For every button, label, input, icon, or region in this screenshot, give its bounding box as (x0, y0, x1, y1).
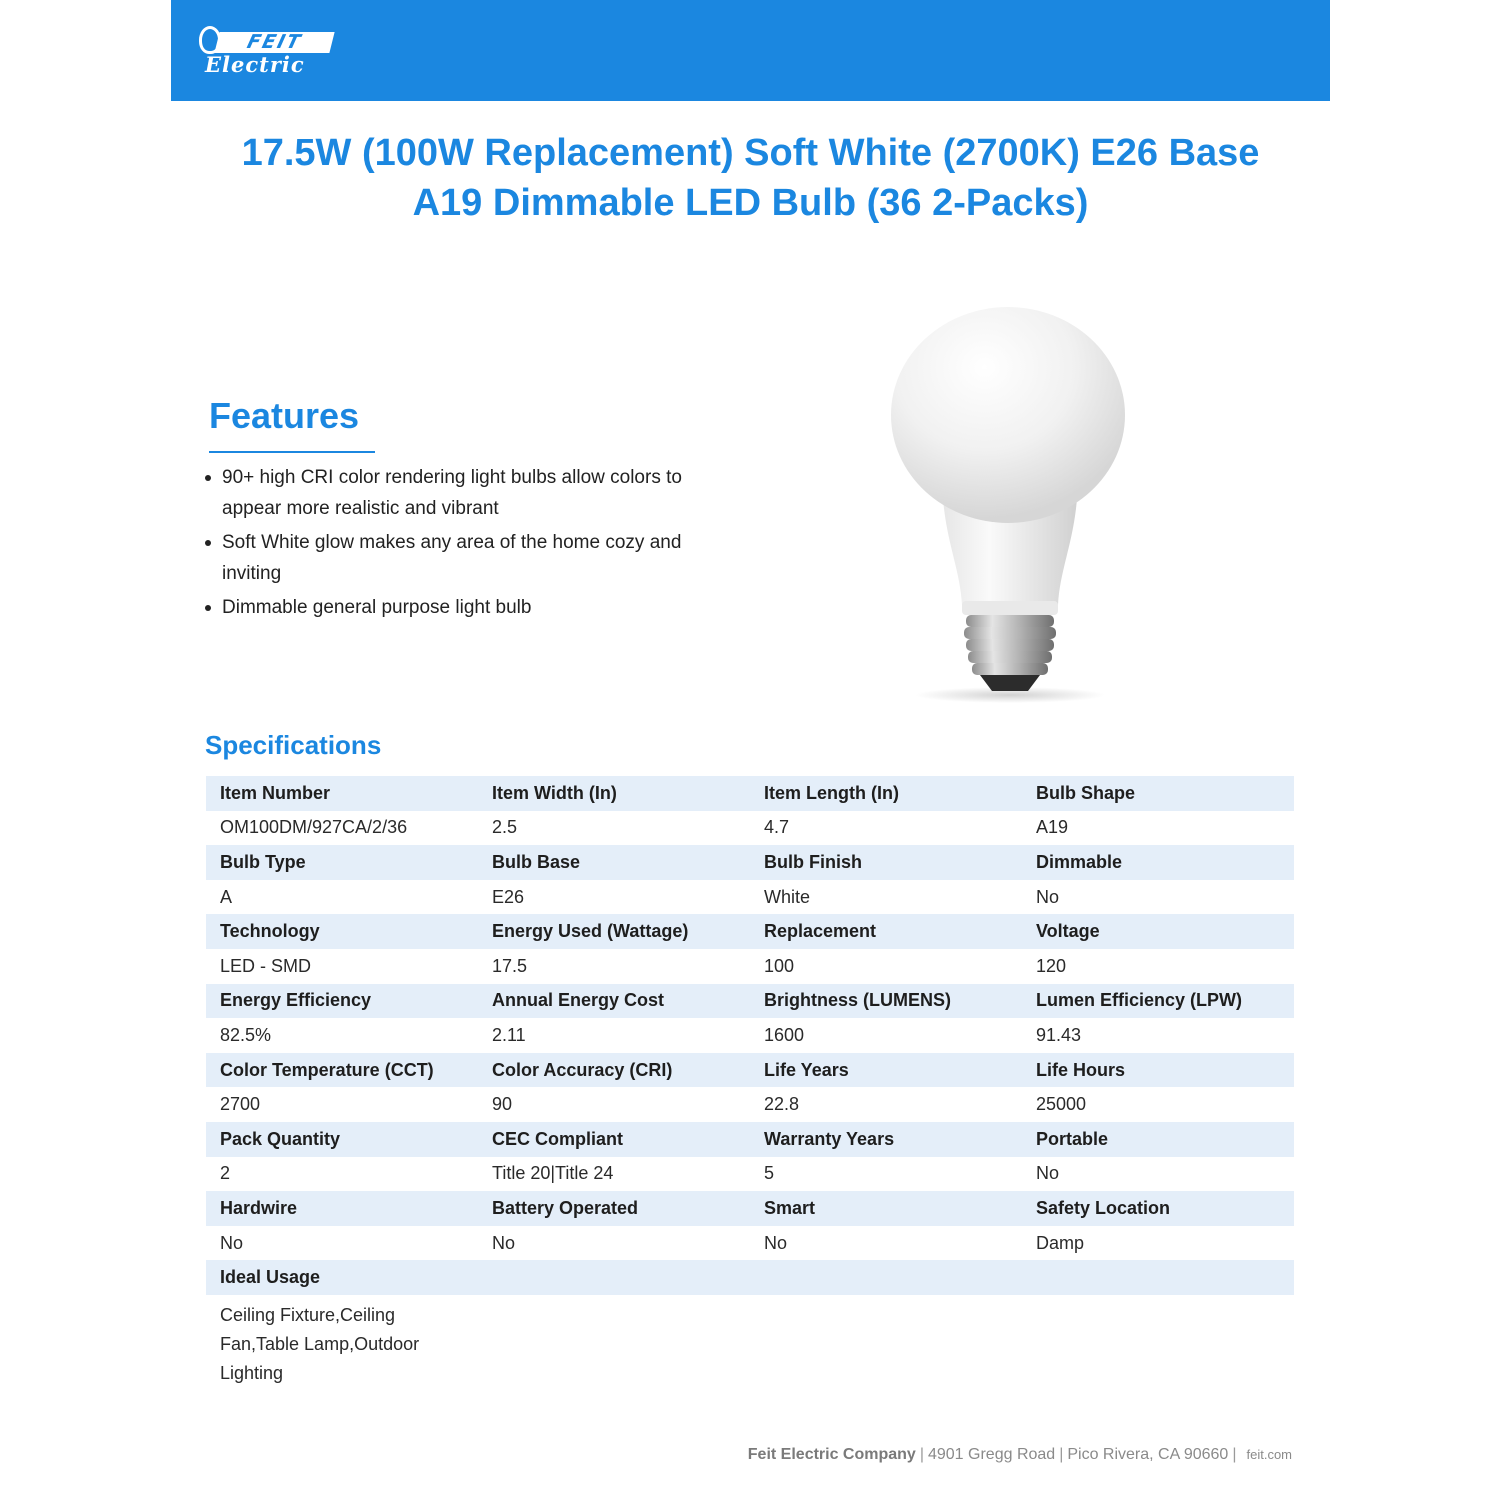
spec-label: Energy Efficiency (206, 984, 478, 1019)
spec-value-row (206, 1157, 1294, 1192)
feature-item: Dimmable general purpose light bulb (200, 592, 700, 623)
spec-value: No (492, 1232, 516, 1253)
spec-value-row (206, 811, 1294, 846)
spec-value (478, 1295, 750, 1394)
spec-value: 5 (764, 1163, 775, 1184)
spec-label-row (206, 914, 1294, 949)
spec-value: 17.5 (492, 955, 528, 976)
spec-label: Ideal Usage (206, 1260, 478, 1295)
spec-label: Bulb Finish (750, 845, 1022, 880)
feature-item: Soft White glow makes any area of the home cozy and inviting (200, 527, 700, 589)
features-heading: Features (209, 395, 360, 436)
spec-label: Voltage (1022, 914, 1294, 949)
spec-value: Title 20|Title 24 (492, 1163, 614, 1184)
spec-value: No (220, 1232, 244, 1253)
spec-label: Dimmable (1022, 845, 1294, 880)
spec-value: No (1036, 886, 1060, 907)
product-title (171, 128, 1330, 228)
spec-label: Replacement (750, 914, 1022, 949)
spec-value: A (220, 886, 233, 907)
spec-label-row (206, 1260, 1294, 1295)
spec-value-row (206, 1226, 1294, 1261)
spec-value: 2.5 (492, 817, 518, 838)
spec-value: 4.7 (764, 817, 790, 838)
bulb-globe (891, 307, 1125, 523)
spec-label-row (206, 776, 1294, 811)
spec-label: Technology (206, 914, 478, 949)
spec-label (478, 1260, 750, 1295)
spec-label: Bulb Base (478, 845, 750, 880)
spec-label: Smart (750, 1191, 1022, 1226)
spec-value-row (206, 1087, 1294, 1122)
spec-value: LED - SMD (220, 955, 312, 976)
spec-label: Life Years (750, 1053, 1022, 1088)
footer-city: Pico Rivera, CA 90660 (1067, 1446, 1229, 1463)
footer: Feit Electric Company | 4901 Gregg Road | Pico Rivera, CA 90660 | feit.com (747, 1446, 1292, 1463)
bulb-collar (962, 601, 1058, 615)
spec-value-row (206, 1295, 1294, 1394)
spec-label: Annual Energy Cost (478, 984, 750, 1019)
spec-label-row (206, 1191, 1294, 1226)
spec-value: White (764, 886, 811, 907)
spec-value: E26 (492, 886, 525, 907)
spec-value-row (206, 949, 1294, 984)
spec-label (750, 1260, 1022, 1295)
footer-company: Feit Electric Company (747, 1446, 916, 1463)
spec-label: Bulb Type (206, 845, 478, 880)
spec-value: 120 (1036, 955, 1067, 976)
spec-label: Portable (1022, 1122, 1294, 1157)
footer-website-link[interactable]: feit.com (1246, 1447, 1292, 1462)
spec-label: Item Length (In) (750, 776, 1022, 811)
spec-label: Item Width (In) (478, 776, 750, 811)
spec-value: 2 (220, 1163, 231, 1184)
specifications-heading: Specifications (205, 730, 382, 760)
logo-electric-text: Electric (205, 52, 305, 77)
features-underline (209, 451, 375, 453)
spec-label: Brightness (LUMENS) (750, 984, 1022, 1019)
feature-item: 90+ high CRI color rendering light bulbs allow colors to appear more realistic and vibrant (200, 462, 700, 524)
footer-address: 4901 Gregg Road (927, 1446, 1056, 1463)
ideal-usage-value: Ceiling Fixture,Ceiling Fan,Table Lamp,Outdoor Lighting (220, 1304, 420, 1383)
spec-label: Lumen Efficiency (LPW) (1022, 984, 1294, 1019)
spec-value: Damp (1036, 1232, 1085, 1253)
spec-label: Color Temperature (CCT) (206, 1053, 478, 1088)
spec-value: No (1036, 1163, 1060, 1184)
logo-feit-text: FEIT (214, 32, 334, 53)
spec-label: Battery Operated (478, 1191, 750, 1226)
spec-value: 1600 (764, 1024, 805, 1045)
spec-label: Energy Used (Wattage) (478, 914, 750, 949)
spec-value: 100 (764, 955, 795, 976)
spec-label: Warranty Years (750, 1122, 1022, 1157)
brand-header-bar (171, 0, 1330, 101)
spec-value: A19 (1036, 817, 1069, 838)
spec-value: 25000 (1036, 1094, 1087, 1115)
spec-value (750, 1295, 1022, 1394)
spec-value-row (206, 880, 1294, 915)
feit-electric-logo (199, 26, 334, 78)
spec-value-row (206, 1018, 1294, 1053)
spec-label: Color Accuracy (CRI) (478, 1053, 750, 1088)
spec-label: Safety Location (1022, 1191, 1294, 1226)
spec-value: 2.11 (492, 1024, 526, 1045)
spec-value: 91.43 (1036, 1024, 1082, 1045)
spec-label (1022, 1260, 1294, 1295)
spec-label: Hardwire (206, 1191, 478, 1226)
spec-label: Life Hours (1022, 1053, 1294, 1088)
bulb-base-threads (964, 615, 1056, 675)
spec-label: Bulb Shape (1022, 776, 1294, 811)
product-title-line-2: A19 Dimmable LED Bulb (36 2-Packs) (412, 182, 1089, 224)
spec-value: No (764, 1232, 788, 1253)
led-bulb-image (880, 305, 1140, 705)
spec-value: 22.8 (764, 1094, 800, 1115)
spec-value: 2700 (220, 1094, 261, 1115)
spec-label: Item Number (206, 776, 478, 811)
product-title-line-1: 17.5W (100W Replacement) Soft White (2700K) E26 Base (241, 132, 1260, 174)
specifications-table (206, 776, 1294, 1394)
item-number-link[interactable]: OM100DM/927CA/2/36 (220, 817, 408, 838)
spec-label-row (206, 1053, 1294, 1088)
spec-value: 82.5% (220, 1024, 272, 1045)
spec-value (1022, 1295, 1294, 1394)
spec-value: 90 (492, 1094, 513, 1115)
spec-label: Pack Quantity (206, 1122, 478, 1157)
spec-label: CEC Compliant (478, 1122, 750, 1157)
spec-label-row (206, 984, 1294, 1019)
spec-label-row (206, 1122, 1294, 1157)
spec-label-row (206, 845, 1294, 880)
features-list (200, 462, 700, 626)
